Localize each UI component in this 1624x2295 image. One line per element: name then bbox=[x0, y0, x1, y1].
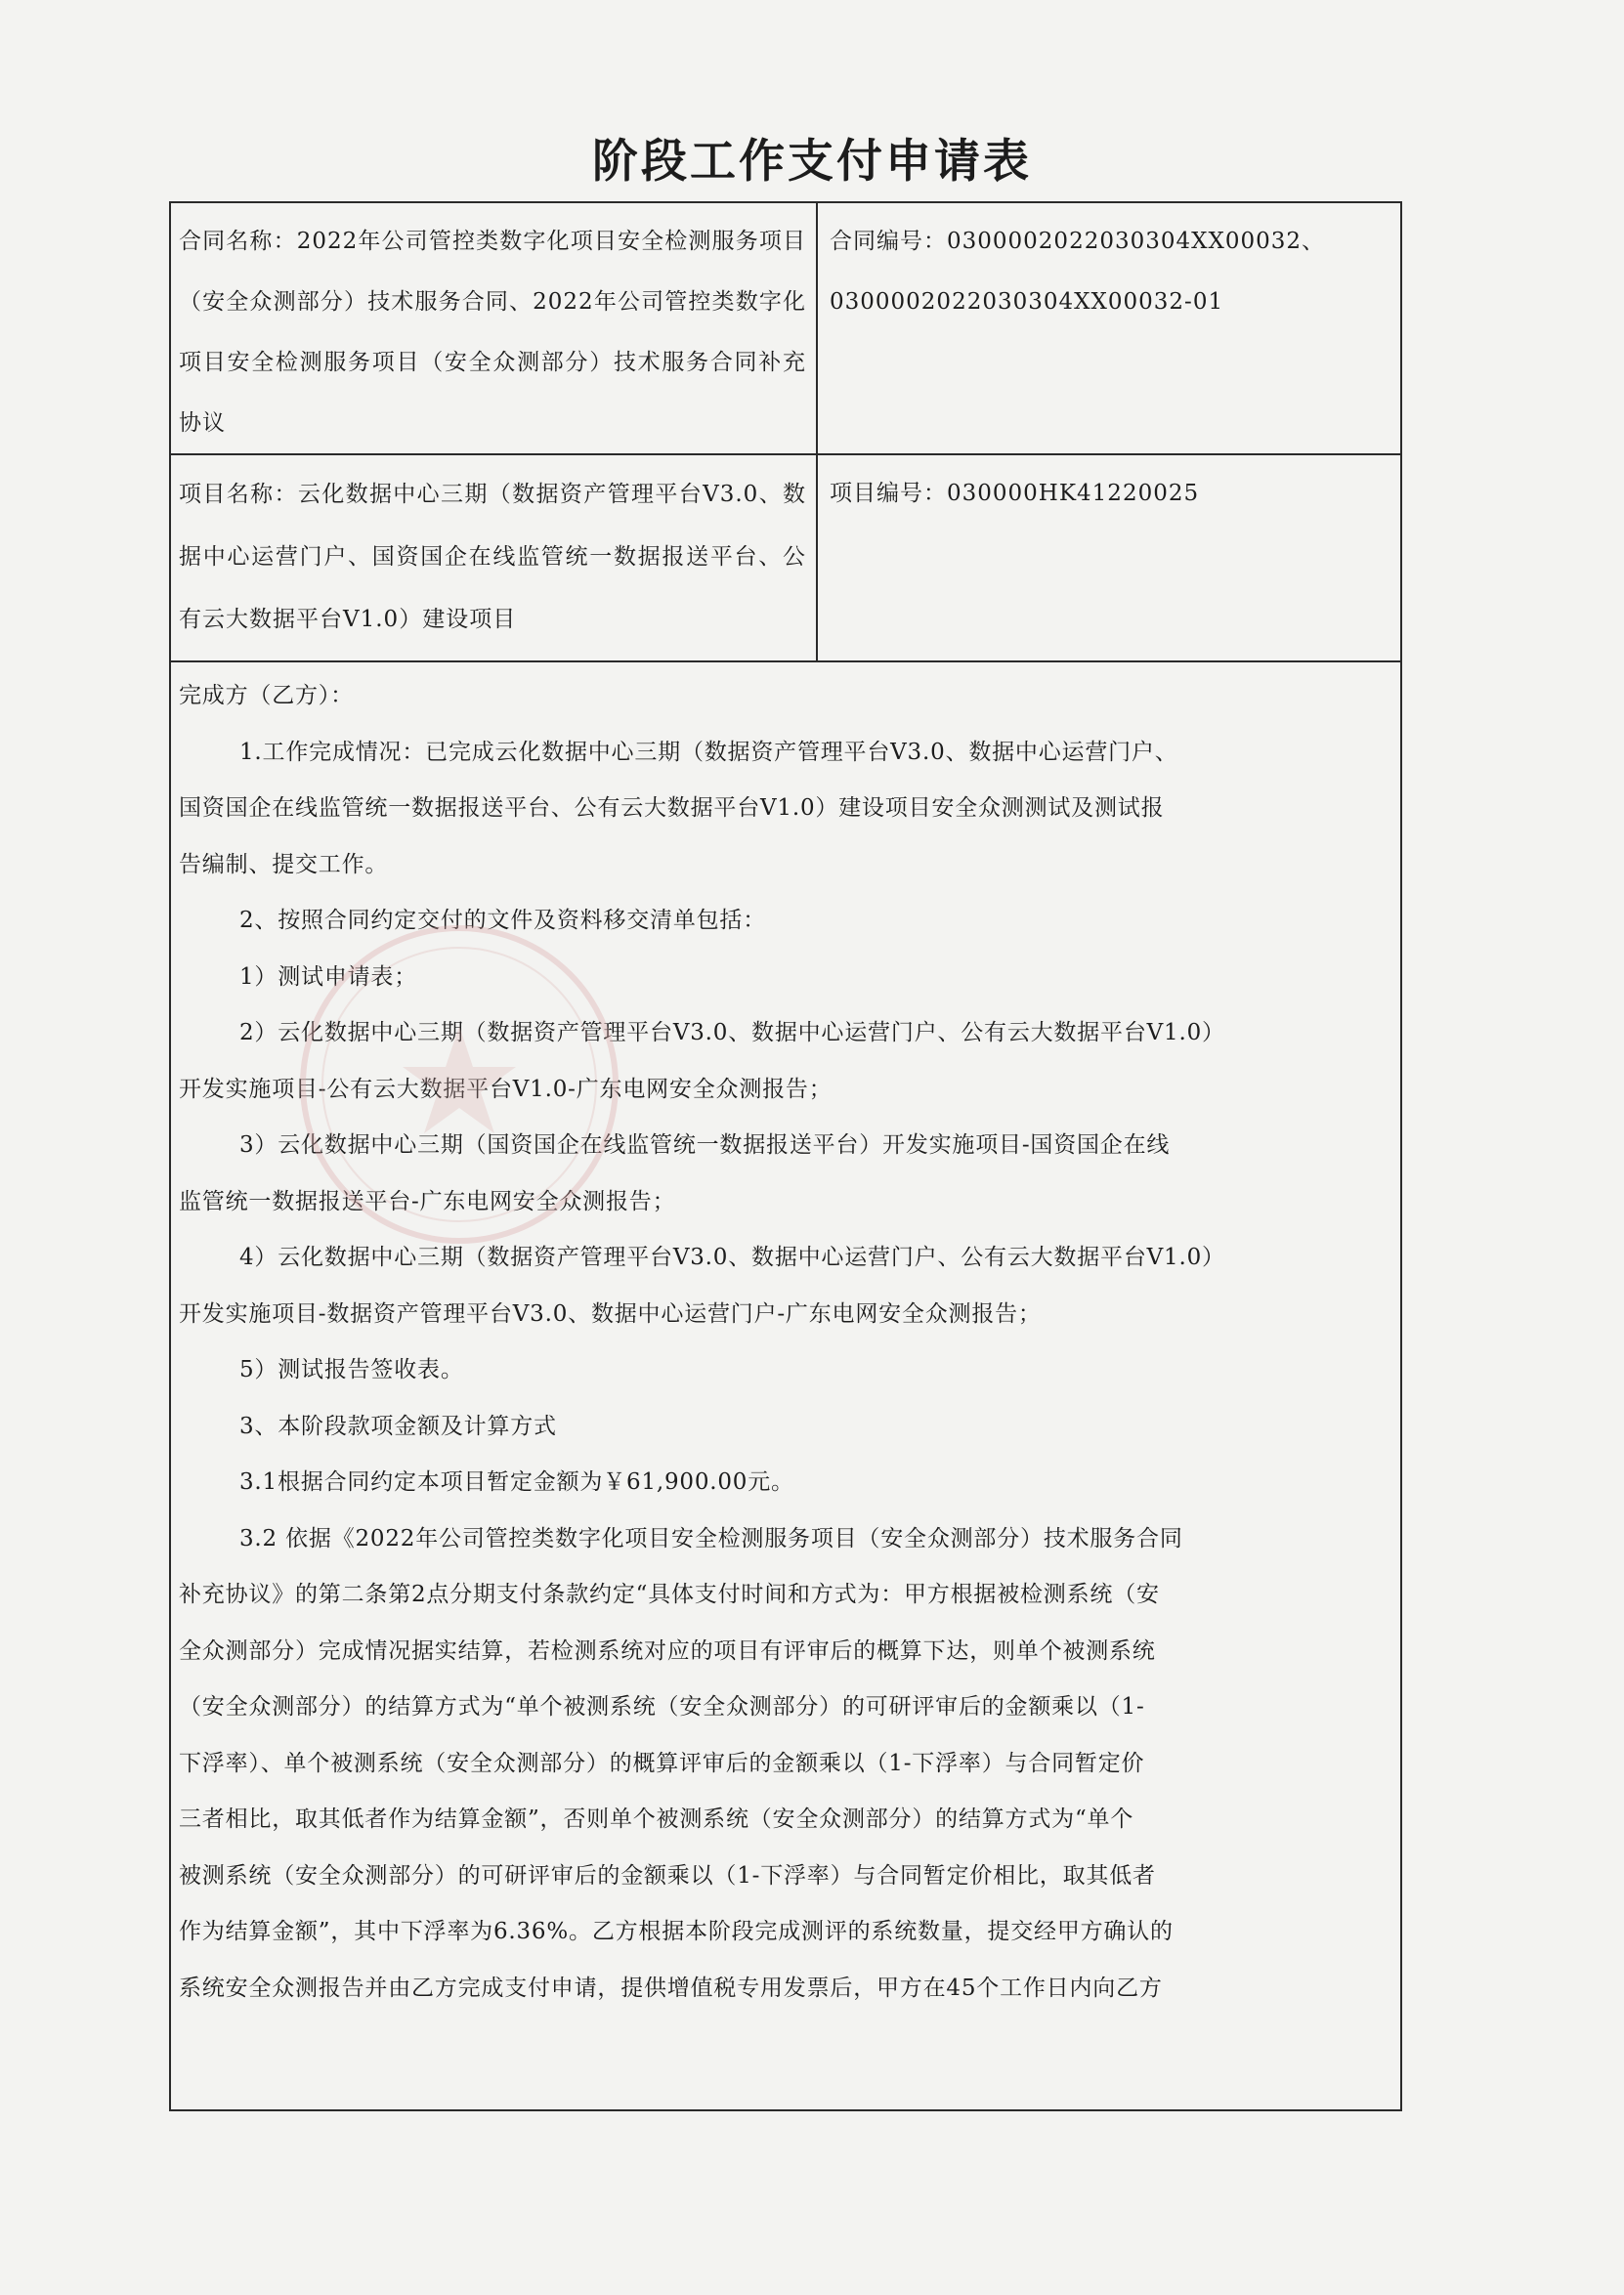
payment-application-form bbox=[169, 201, 1402, 2111]
project-number: 项目编号：030000HK41220025 bbox=[830, 481, 1200, 506]
body-line: 3）云化数据中心三期（国资国企在线监管统一数据报送平台）开发实施项目-国资国企在线 bbox=[239, 1132, 1171, 1158]
body-line: 开发实施项目-数据资产管理平台V3.0、数据中心运营门户-广东电网安全众测报告； bbox=[179, 1300, 1042, 1327]
body-line: 4）云化数据中心三期（数据资产管理平台V3.0、数据中心运营门户、公有云大数据平台V1.0） bbox=[239, 1245, 1225, 1270]
body-line: 被测系统（安全众测部分）的可研评审后的金额乘以（1-下浮率）与合同暂定价相比，取其低者 bbox=[179, 1862, 1156, 1889]
body-line: 补充协议》的第二条第2点分期支付条款约定“具体支付时间和方式为：甲方根据被检测系统（安 bbox=[179, 1582, 1160, 1607]
contract-number-line2: 0300002022030304XX00032-01 bbox=[830, 289, 1224, 315]
body-line: 5）测试报告签收表。 bbox=[239, 1357, 464, 1382]
completion-details bbox=[171, 662, 1400, 2017]
body-line: 2）云化数据中心三期（数据资产管理平台V3.0、数据中心运营门户、公有云大数据平台V1.0） bbox=[239, 1020, 1225, 1045]
body-line: 三者相比，取其低者作为结算金额”，否则单个被测系统（安全众测部分）的结算方式为“单个 bbox=[179, 1806, 1134, 1832]
project-row bbox=[171, 455, 1400, 662]
page-title: 阶段工作支付申请表 bbox=[592, 135, 1032, 189]
contract-number-cell bbox=[818, 203, 1400, 453]
body-line: 全众测部分）完成情况据实结算，若检测系统对应的项目有评审后的概算下达，则单个被测系统 bbox=[179, 1637, 1156, 1664]
body-line: 3.2 依据《2022年公司管控类数字化项目安全检测服务项目（安全众测部分）技术服务合同 bbox=[239, 1525, 1183, 1551]
contract-name: 合同名称：2022年公司管控类数字化项目安全检测服务项目（安全众测部分）技术服务合同、2022年公司管控类数字化项目安全检测服务项目（安全众测部分）技术服务合同补充协议 bbox=[179, 229, 806, 436]
contract-name-cell bbox=[171, 203, 818, 453]
project-name-cell bbox=[171, 455, 818, 660]
contract-row bbox=[171, 203, 1400, 455]
body-line: 2、按照合同约定交付的文件及资料移交清单包括： bbox=[239, 908, 767, 933]
body-line: 3.1根据合同约定本项目暂定金额为￥61,900.00元。 bbox=[239, 1469, 794, 1495]
body-line: 完成方（乙方）： bbox=[179, 683, 354, 708]
body-line: 1）测试申请表； bbox=[239, 963, 418, 990]
body-line: 作为结算金额”，其中下浮率为6.36%。乙方根据本阶段完成测评的系统数量，提交经甲方确认的 bbox=[179, 1919, 1174, 1944]
completion-row bbox=[171, 662, 1400, 2109]
body-line: 下浮率）、单个被测系统（安全众测部分）的概算评审后的金额乘以（1-下浮率）与合同暂定价 bbox=[179, 1750, 1145, 1776]
body-line: 1.工作完成情况：已完成云化数据中心三期（数据资产管理平台V3.0、数据中心运营门户、 bbox=[239, 739, 1178, 765]
body-line: 开发实施项目-公有云大数据平台V1.0-广东电网安全众测报告； bbox=[179, 1076, 833, 1102]
project-number-cell bbox=[818, 455, 1400, 660]
body-line: 国资国企在线监管统一数据报送平台、公有云大数据平台V1.0）建设项目安全众测测试及测试报 bbox=[179, 795, 1165, 821]
body-line: （安全众测部分）的结算方式为“单个被测系统（安全众测部分）的可研评审后的金额乘以（1- bbox=[179, 1694, 1145, 1720]
body-line: 系统安全众测报告并由乙方完成支付申请，提供增值税专用发票后，甲方在45个工作日内向乙方 bbox=[179, 1975, 1163, 2001]
body-line: 监管统一数据报送平台-广东电网安全众测报告； bbox=[179, 1188, 676, 1214]
body-line: 告编制、提交工作。 bbox=[179, 851, 389, 877]
project-name: 项目名称：云化数据中心三期（数据资产管理平台V3.0、数据中心运营门户、国资国企在线监管统一数据报送平台、公有云大数据平台V1.0）建设项目 bbox=[179, 482, 806, 632]
contract-number-line1: 合同编号：0300002022030304XX00032、 bbox=[830, 229, 1326, 254]
body-line: 3、本阶段款项金额及计算方式 bbox=[239, 1413, 557, 1439]
